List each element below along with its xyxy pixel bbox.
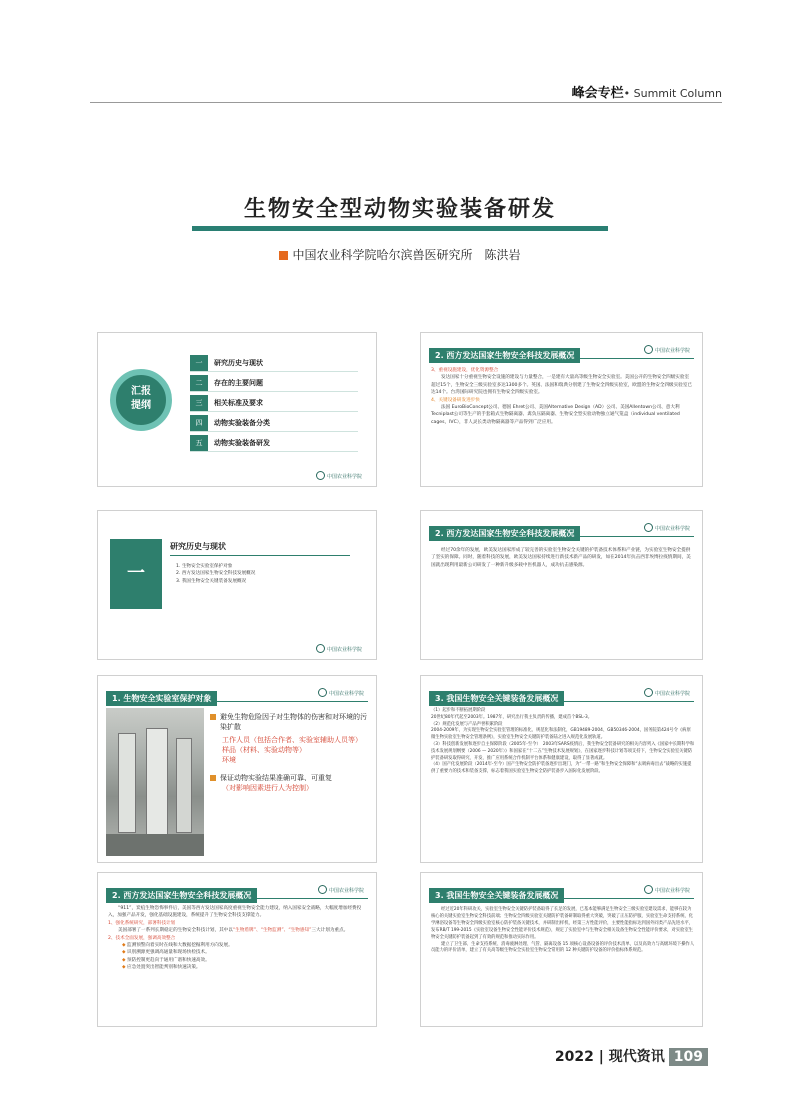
outline-item bbox=[190, 355, 358, 372]
section-item: 1. 生物安全实验室保护对象 bbox=[176, 564, 233, 569]
page-number: 109 bbox=[669, 1048, 708, 1066]
paragraph: 经过近20年科研攻关，实验室生物安全关键防护装备取得了长足的发展，已基本能够满足生物安全三级实验室建设需求，能够在较为核心的关键实验室生物安全科技前端；生物安全四级实验室关键防护装备研制取得重大突破，突破了正压防护服、实验室生命支持系统、化学淋浴设备等生物安全四级实验室核心防护装备关键技术，并研制出样机，经第三方性能评价，主要性能指标达到国外同类产品先进水平，发布RB/T 199-2015《实验室设备生物安全性能评价技术规范》，规定了实验室中与生物安全相关设备生物安全性能评价要求，对实验室生物安全关键防护装备起到了有效的规范和推动实际作用。 bbox=[431, 907, 694, 940]
list-text: 识别溯源更强调高通量和现场快检技术。 bbox=[127, 950, 210, 956]
sub-item: 环境 bbox=[222, 756, 236, 764]
stage-line: （1）起步和不断拓展期阶段 bbox=[431, 708, 486, 713]
slide-logo bbox=[318, 885, 364, 894]
logo-icon bbox=[644, 688, 653, 697]
slide-logo bbox=[316, 471, 362, 480]
slide-western-overview-2 bbox=[420, 510, 703, 660]
diamond-icon: ◆ bbox=[122, 943, 127, 949]
point-list bbox=[108, 942, 368, 972]
stage-line: （2）规范化发展与产品声誉积累阶段 bbox=[431, 721, 503, 727]
stage-line: 2004-2009年，为实现生物安全实验室管理的标准化、规范化和法制化，GB19489-2004、GB50346-2004，国务院第424号令《病原微生物实验室生物安全管理条例》，实验室生物安全关键防护装备陆之进入规范化发展轨道。 bbox=[431, 728, 691, 741]
column-name: 峰会专栏 bbox=[571, 86, 624, 101]
outline-label: 相关标准及要求 bbox=[214, 399, 263, 407]
outline-label: 研究历史与现状 bbox=[214, 359, 263, 367]
sub-item: 工作人员（包括合作者、实验室辅助人员等） bbox=[222, 736, 362, 744]
column-name-en: • Summit Column bbox=[623, 87, 722, 100]
list-text: 应急处置突出智能判别和快速决策。 bbox=[127, 965, 201, 971]
slide-china-overview-2 bbox=[420, 872, 703, 1027]
slide-body bbox=[108, 905, 368, 972]
slide-logo bbox=[644, 345, 690, 354]
logo-text: 中国农业科学院 bbox=[326, 647, 362, 653]
slide-western-overview-3 bbox=[97, 872, 377, 1027]
outline-item bbox=[190, 415, 358, 432]
slide-body bbox=[431, 708, 695, 776]
header-divider bbox=[90, 102, 722, 103]
bullet-item bbox=[210, 712, 370, 732]
list-item bbox=[122, 957, 368, 964]
article-title: 生物安全型动物实验装备研发 bbox=[243, 196, 556, 222]
outline-label: 动物实验装备研发 bbox=[214, 439, 270, 447]
logo-icon bbox=[318, 885, 327, 894]
title-underline bbox=[192, 226, 608, 231]
paragraph: 建立了卫生部、生命支持系统、消毒液淋处理、气管、隔离设备 15 项核心设备设备的评价技术清单，以及高效力与高级环境下操作人员能力的评价清单，建立了有关高等级生物安全实验室生物安全常用的 12 种关键防护设备的评价指标体系规范。 bbox=[431, 941, 695, 954]
stage-line: 20世纪80年代起至2003年。1987年，研究出行我主负责的传播，建成首个BSL-3。 bbox=[431, 714, 593, 720]
stage-line: （4）国产化发展阶段（2014年-至今）国产生物安全防护装备逐步出现门，为“一带一路”和生物安全保障和“去吸病毒出去”战略的实施提供了重要力的技术和装备支撑，标志着我国实验室生物安全防护装备步入国际化发展阶段。 bbox=[431, 762, 692, 775]
orange-square-icon bbox=[279, 251, 288, 260]
footer-journal: 现代资讯 bbox=[608, 1049, 665, 1065]
outline-num: 一 bbox=[190, 355, 208, 371]
intro-text: “911”，炭疽生物恐怖事件后，美国等西方发达国家高度重视生物安全能力建设，纳入国家安全战略，大幅度增加经费投入，加强产品开发，强化基础设施建设，系统提升了生物安全科技支撑能力。 bbox=[108, 906, 362, 919]
slide-western-overview-1 bbox=[420, 332, 703, 487]
bullet-icon bbox=[210, 714, 216, 720]
slide-title: 1. 生物安全实验室保护对象 bbox=[106, 691, 217, 706]
slide-logo bbox=[644, 688, 690, 697]
point-heading: 4、关键设备研发进步快 bbox=[431, 397, 480, 403]
bullet-item bbox=[210, 773, 370, 783]
logo-text: 中国农业科学院 bbox=[654, 526, 690, 532]
page-footer: 2022 | 现代资讯 109 bbox=[555, 1046, 708, 1066]
point-text bbox=[108, 927, 368, 934]
list-text: 监测预警向着实时在线和大数据挖掘利用方向发展。 bbox=[127, 943, 233, 949]
logo-text: 中国农业科学院 bbox=[654, 348, 690, 354]
section-title: 研究历史与现状 bbox=[170, 541, 350, 556]
outline-item bbox=[190, 375, 358, 392]
diamond-icon: ◆ bbox=[122, 957, 127, 963]
slide-china-overview-1 bbox=[420, 675, 703, 863]
bullet-text: 避免生物危险因子对生物体的伤害和对环境的污染扩散 bbox=[220, 713, 367, 731]
highlight-text: “生物盾牌”、“生物监测”、“生物感知” bbox=[232, 928, 312, 934]
outline-list bbox=[190, 355, 358, 455]
logo-text: 中国农业科学院 bbox=[654, 888, 690, 894]
logo-icon bbox=[644, 523, 653, 532]
footer-year: 2022 bbox=[554, 1049, 594, 1065]
stage-line: （3）科技创新发展和逐步自主保障阶段（2005年-至今） 2003年SARS疫情后，我生物安全装备研究的相关内容列入《国家中长期科学和技术发展规划纲要（2006 — 2020年）》和国家在“十二五”生物技术发展规划》，在国家逐步科技计划等项支持下，生物安全实验室关键防护装备研发取得研究、开发、推广应用系统合作机制平台体系和健康建设，取得了显著成就。 bbox=[431, 741, 695, 761]
slide-title: 3. 我国生物安全关键装备发展概况 bbox=[429, 888, 564, 903]
bullet-text: 保证动物实验结果准确可靠、可重复 bbox=[220, 774, 332, 782]
logo-icon bbox=[644, 345, 653, 354]
list-item bbox=[122, 949, 368, 956]
outline-label: 动物实验装备分类 bbox=[214, 419, 270, 427]
text-part: 美国部署了一系列长期稳定的生物安全科技计划，其中以 bbox=[118, 928, 233, 934]
slide-title: 2. 西方发达国家生物安全科技发展概况 bbox=[429, 348, 580, 363]
lab-photo bbox=[106, 708, 204, 856]
slide-title: 3. 我国生物安全关键装备发展概况 bbox=[429, 691, 564, 706]
logo-text: 中国农业科学院 bbox=[328, 888, 364, 894]
article-author bbox=[0, 246, 800, 263]
author-text: 中国农业科学院哈尔滨兽医研究所 陈洪岩 bbox=[292, 248, 521, 262]
list-item bbox=[122, 942, 368, 949]
outline-num: 三 bbox=[190, 395, 208, 411]
list-text: 预防控制更趋向于通用广谱和快速高效。 bbox=[127, 957, 210, 963]
outline-num: 二 bbox=[190, 375, 208, 391]
section-number-block: 一 bbox=[110, 539, 162, 609]
slide-logo bbox=[644, 885, 690, 894]
slide-title: 2. 西方发达国家生物安全科技发展概况 bbox=[106, 888, 257, 903]
slide-title: 2. 西方发达国家生物安全科技发展概况 bbox=[429, 526, 580, 541]
bullet-sub bbox=[210, 735, 370, 765]
point-text: 发达国家十分重视生物安全设施的建设与力量整合，一是建有大量高等级生物安全实验室。美国公开的生物安全四级实验室超过15个，生物安全三级实验室多达1300多个。英国、法国和瑞典分别建了生物安全四级实验室，欧盟的生物安全四级实验室已达14个。台湾国际研究院也拥有生物安全四级实验室。 bbox=[431, 375, 693, 396]
outline-num: 五 bbox=[190, 435, 208, 451]
diamond-icon: ◆ bbox=[122, 965, 127, 971]
point-text: 法国 EuroBioConcept公司、德国 Ehret公司、美国Alternative Design（AD）公司、美国Allentown公司、意大利Tecniplast公司等生产的手套箱式生物隔离器、禽负压隔离器、生物安全型实验动物独立通气笼盒（individual ventilated cages，IVC），非人灵长类动物隔离器等产品得到广泛应用。 bbox=[431, 405, 680, 425]
outline-label: 存在的主要问题 bbox=[214, 379, 263, 387]
point-heading: 3、重视设施建设，优化资源整合 bbox=[431, 368, 499, 373]
slide-body bbox=[431, 907, 695, 955]
column-header bbox=[572, 82, 722, 101]
logo-text: 中国农业科学院 bbox=[654, 691, 690, 697]
outline-circle: 汇报 提纲 bbox=[110, 369, 172, 431]
outline-num: 四 bbox=[190, 415, 208, 431]
slide-outline bbox=[97, 332, 377, 487]
logo-icon bbox=[316, 471, 325, 480]
list-item bbox=[122, 964, 368, 971]
logo-icon bbox=[644, 885, 653, 894]
slide-logo bbox=[318, 688, 364, 697]
section-item: 3. 我国生物安全关键装备发展概况 bbox=[176, 578, 247, 584]
slide-section-one bbox=[97, 510, 377, 660]
slide-logo bbox=[316, 644, 362, 653]
logo-icon bbox=[316, 644, 325, 653]
logo-icon bbox=[318, 688, 327, 697]
logo-text: 中国农业科学院 bbox=[328, 691, 364, 697]
outline-item bbox=[190, 435, 358, 452]
bullet-sub: （对影响因素进行人为控制） bbox=[222, 784, 313, 792]
slide-logo bbox=[644, 523, 690, 532]
protection-list bbox=[210, 712, 370, 793]
slide-body bbox=[431, 367, 693, 426]
section-item: 2. 西方发达国家生物安全科技发展概况 bbox=[176, 571, 256, 577]
sub-item: 样品（材料、实验动物等） bbox=[222, 746, 306, 754]
point-heading: 1、强化系统研究，部署科技计划 bbox=[108, 920, 176, 926]
outline-item bbox=[190, 395, 358, 412]
slide-protection-objects bbox=[97, 675, 377, 863]
slide-body: 经过70余年的发展，欧美发达国家形成了较完善的实验室生物安全关键的护装备技术体系和产业链，为实验室生物安全提供了坚实的保障。同时，随着科技的发展，欧美发达国家持续进行新技术新产品的研发，如在2014年抗击西非埃博拉疫情期间，美国就出现利用最新公司研发了一种新升级多载中医机器人，成功抗击感染源。 bbox=[431, 548, 691, 568]
diamond-icon: ◆ bbox=[122, 950, 127, 956]
point-heading: 2、技术全面发展，强调高效整合 bbox=[108, 935, 176, 941]
text-part: 三大计划为重点。 bbox=[311, 928, 349, 934]
section-items bbox=[176, 563, 346, 585]
bullet-icon bbox=[210, 775, 216, 781]
logo-text: 中国农业科学院 bbox=[326, 474, 362, 480]
